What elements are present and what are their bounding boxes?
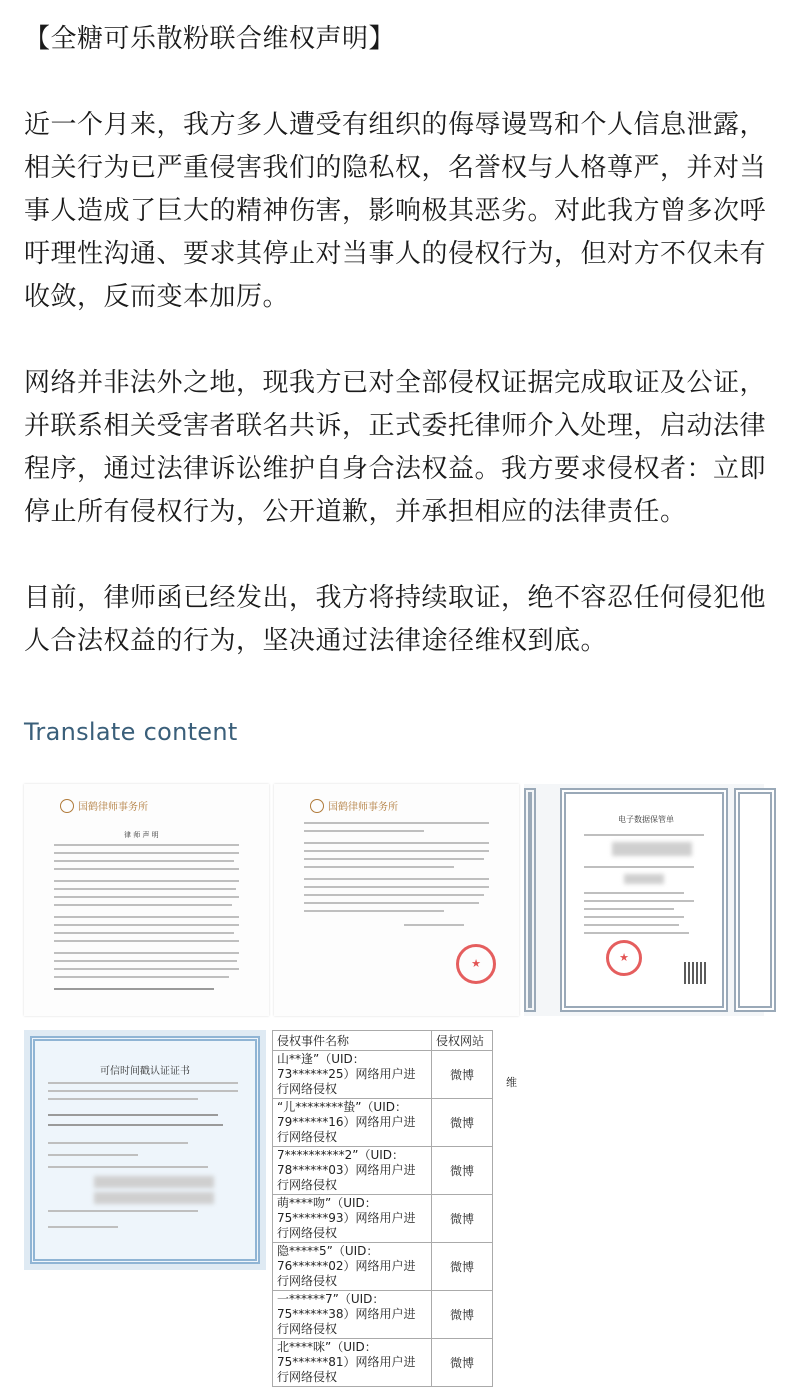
site-cell: 微博 bbox=[432, 1243, 493, 1291]
firm-seal-icon bbox=[60, 799, 74, 813]
header-event-name: 侵权事件名称 bbox=[273, 1031, 432, 1051]
table-row bbox=[273, 1339, 493, 1387]
translate-content-link[interactable]: Translate content bbox=[24, 718, 238, 746]
firm-seal-icon bbox=[310, 799, 324, 813]
table-row bbox=[273, 1051, 493, 1099]
image-data-custody-certificate[interactable] bbox=[524, 784, 764, 1016]
law-firm-logo: 国鹤律师事务所 bbox=[60, 798, 148, 813]
event-name-cell: “儿********蛰”（UID：79******16）网络用户进行网络侵权 bbox=[273, 1099, 432, 1147]
image-lawyer-letter-page-1[interactable] bbox=[24, 784, 269, 1016]
red-stamp bbox=[606, 940, 642, 976]
table-row bbox=[273, 1291, 493, 1339]
event-name-cell: 山**逢”（UID：73******25）网络用户进行网络侵权 bbox=[273, 1051, 432, 1099]
post-paragraph-3: 目前，律师函已经发出，我方将持续取证，绝不容忍任何侵犯他人合法权益的行为，坚决通过法律途径维权到底。 bbox=[24, 583, 767, 656]
post-body bbox=[24, 18, 769, 706]
cert-title: 可信时间戳认证证书 bbox=[100, 1066, 190, 1077]
table-row bbox=[273, 1099, 493, 1147]
table-row bbox=[273, 1243, 493, 1291]
event-name-cell: 萌****吻”（UID：75******93）网络用户进行网络侵权 bbox=[273, 1195, 432, 1243]
law-firm-logo: 国鹤律师事务所 bbox=[310, 798, 398, 813]
event-name-cell: 7**********2”（UID：78******03）网络用户进行网络侵权 bbox=[273, 1147, 432, 1195]
letter-heading: 律 师 声 明 bbox=[124, 831, 159, 839]
post-paragraph-1: 近一个月来，我方多人遭受有组织的侮辱谩骂和个人信息泄露，相关行为已严重侵害我们的隐私权，名誉权与人格尊严，并对当事人造成了巨大的精神伤害，影响极其恶劣。对此我方曾多次呼吁理性沟通、要求其停止对当事人的侵权行为，但对方不仅未有收敛，反而变本加厉。 bbox=[24, 110, 767, 312]
site-cell: 微博 bbox=[432, 1099, 493, 1147]
site-cell: 微博 bbox=[432, 1147, 493, 1195]
image-lawyer-letter-page-2[interactable] bbox=[274, 784, 519, 1016]
site-cell: 微博 bbox=[432, 1291, 493, 1339]
post-title: 【全糖可乐散粉联合维权声明】 bbox=[24, 24, 396, 54]
image-infringement-table[interactable] bbox=[272, 1030, 518, 1384]
table-row bbox=[273, 1195, 493, 1243]
post-paragraph-2: 网络并非法外之地，现我方已对全部侵权证据完成取证及公证，并联系相关受害者联名共诉，正式委托律师介入处理，启动法律程序，通过法律诉讼维护自身合法权益。我方要求侵权者：立即停止所有侵权行为，公开道歉，并承担相应的法律责任。 bbox=[24, 368, 767, 527]
site-cell: 微博 bbox=[432, 1051, 493, 1099]
site-cell: 微博 bbox=[432, 1339, 493, 1387]
infringement-table bbox=[272, 1030, 493, 1387]
site-cell: 微博 bbox=[432, 1195, 493, 1243]
table-overflow-glyph: 维 bbox=[506, 1076, 517, 1089]
header-site: 侵权网站 bbox=[432, 1031, 493, 1051]
event-name-cell: 一******7”（UID：75******38）网络用户进行网络侵权 bbox=[273, 1291, 432, 1339]
table-row bbox=[273, 1147, 493, 1195]
table-header-row bbox=[273, 1031, 493, 1051]
event-name-cell: 北****咪”（UID：75******81）网络用户进行网络侵权 bbox=[273, 1339, 432, 1387]
cert-title: 电子数据保管单 bbox=[618, 815, 674, 824]
red-stamp bbox=[456, 944, 496, 984]
qr-code-icon bbox=[684, 962, 706, 984]
event-name-cell: 隐*****5”（UID：76******02）网络用户进行网络侵权 bbox=[273, 1243, 432, 1291]
image-timestamp-certificate[interactable] bbox=[24, 1030, 266, 1270]
